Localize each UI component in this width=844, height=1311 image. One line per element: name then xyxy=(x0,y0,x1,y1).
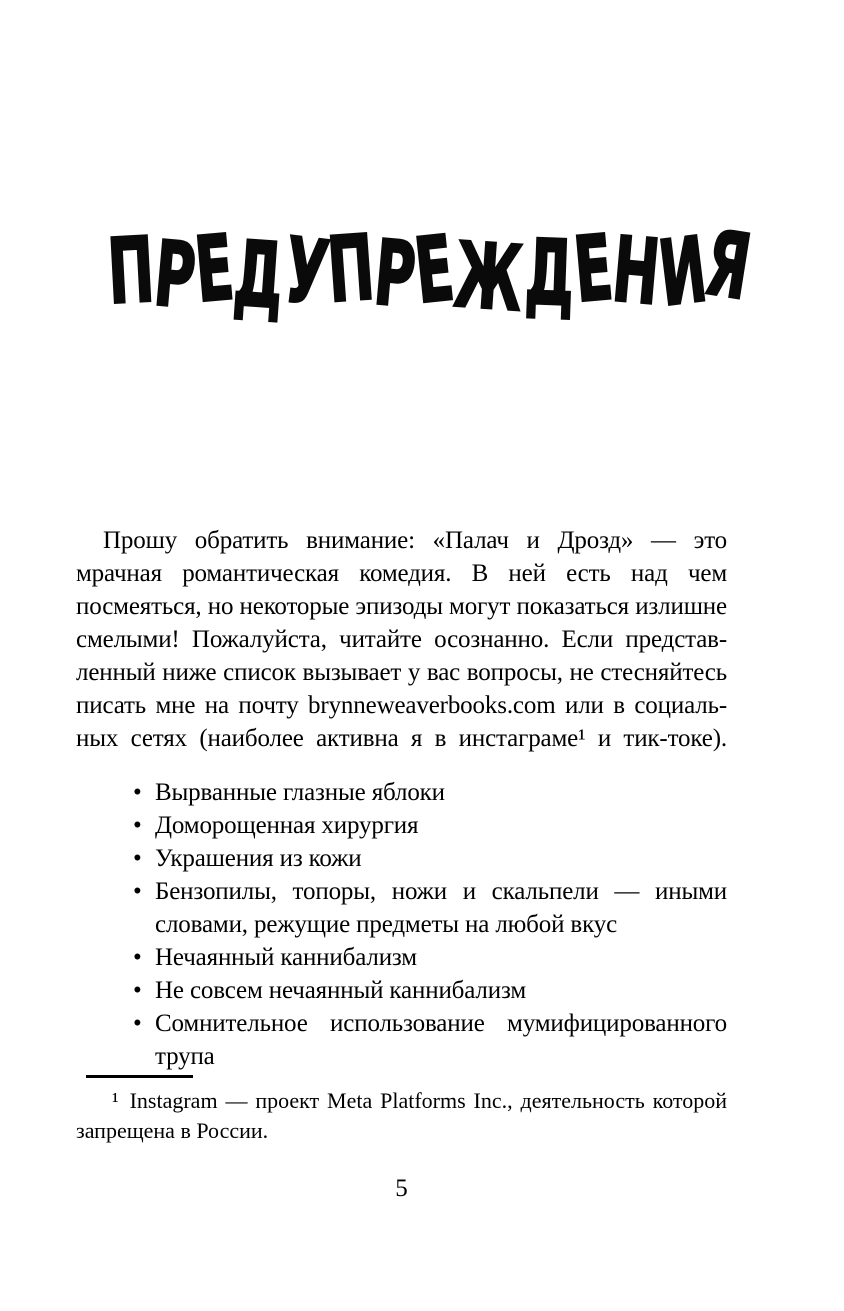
list-item-text: Доморощенная хирургия xyxy=(155,812,419,839)
list-item-text: Бензопилы, топоры, ножи и скальпели — иными словами, режущие предметы на любой вкус xyxy=(155,878,727,938)
footnote xyxy=(76,1075,727,1146)
bullet-icon: • xyxy=(133,812,142,839)
bullet-icon: • xyxy=(133,977,142,1004)
paragraph-line: писать мне на почту brynneweaverbooks.com или в социаль- xyxy=(76,692,727,719)
footnote-divider xyxy=(86,1075,193,1078)
list-item xyxy=(76,1007,727,1073)
paragraph-line: ных сетях (наиболее активна я в инстаграме¹ и тик-токе). xyxy=(76,725,727,752)
chapter-title xyxy=(105,211,755,335)
list-item xyxy=(76,776,727,809)
chapter-title-text: ПРЕДУПРЕЖДЕНИЯ xyxy=(105,211,755,333)
list-item-text: Вырванные глазные яблоки xyxy=(155,779,445,806)
footnote-text: ¹ Instagram — проект Meta Platforms Inc., деятельность которой запрещена в России. xyxy=(76,1088,727,1143)
list-item xyxy=(76,842,727,875)
page-number: 5 xyxy=(395,1175,408,1202)
list-item-text: Украшения из кожи xyxy=(155,845,362,872)
paragraph-line: посмеяться, но некоторые эпизоды могут показаться излишне xyxy=(76,593,727,620)
text-column xyxy=(76,524,727,1073)
list-item-text: Не совсем нечаянный каннибализм xyxy=(155,977,527,1004)
intro-paragraph xyxy=(76,524,727,755)
bullet-icon: • xyxy=(133,944,142,971)
paragraph-line: мрачная романтическая комедия. В ней есть над чем xyxy=(76,560,727,587)
warnings-list xyxy=(76,776,727,1073)
bullet-icon: • xyxy=(133,1010,142,1037)
paragraph-line: смелыми! Пожалуйста, читайте осознанно. Если представ- xyxy=(76,626,727,653)
list-item-text: Нечаянный каннибализм xyxy=(155,944,417,971)
list-item xyxy=(76,809,727,842)
paragraph-line: ленный ниже список вызывает у вас вопросы, не стесняйтесь xyxy=(76,659,727,686)
paragraph-line: Прошу обратить внимание: «Палач и Дрозд» — это xyxy=(103,527,727,554)
bullet-icon: • xyxy=(133,845,142,872)
list-item xyxy=(76,974,727,1007)
bullet-icon: • xyxy=(133,779,142,806)
bullet-icon: • xyxy=(133,878,142,905)
list-item xyxy=(76,941,727,974)
list-item xyxy=(76,875,727,941)
list-item-text: Сомнительное использование мумифицированного трупа xyxy=(155,1010,727,1070)
